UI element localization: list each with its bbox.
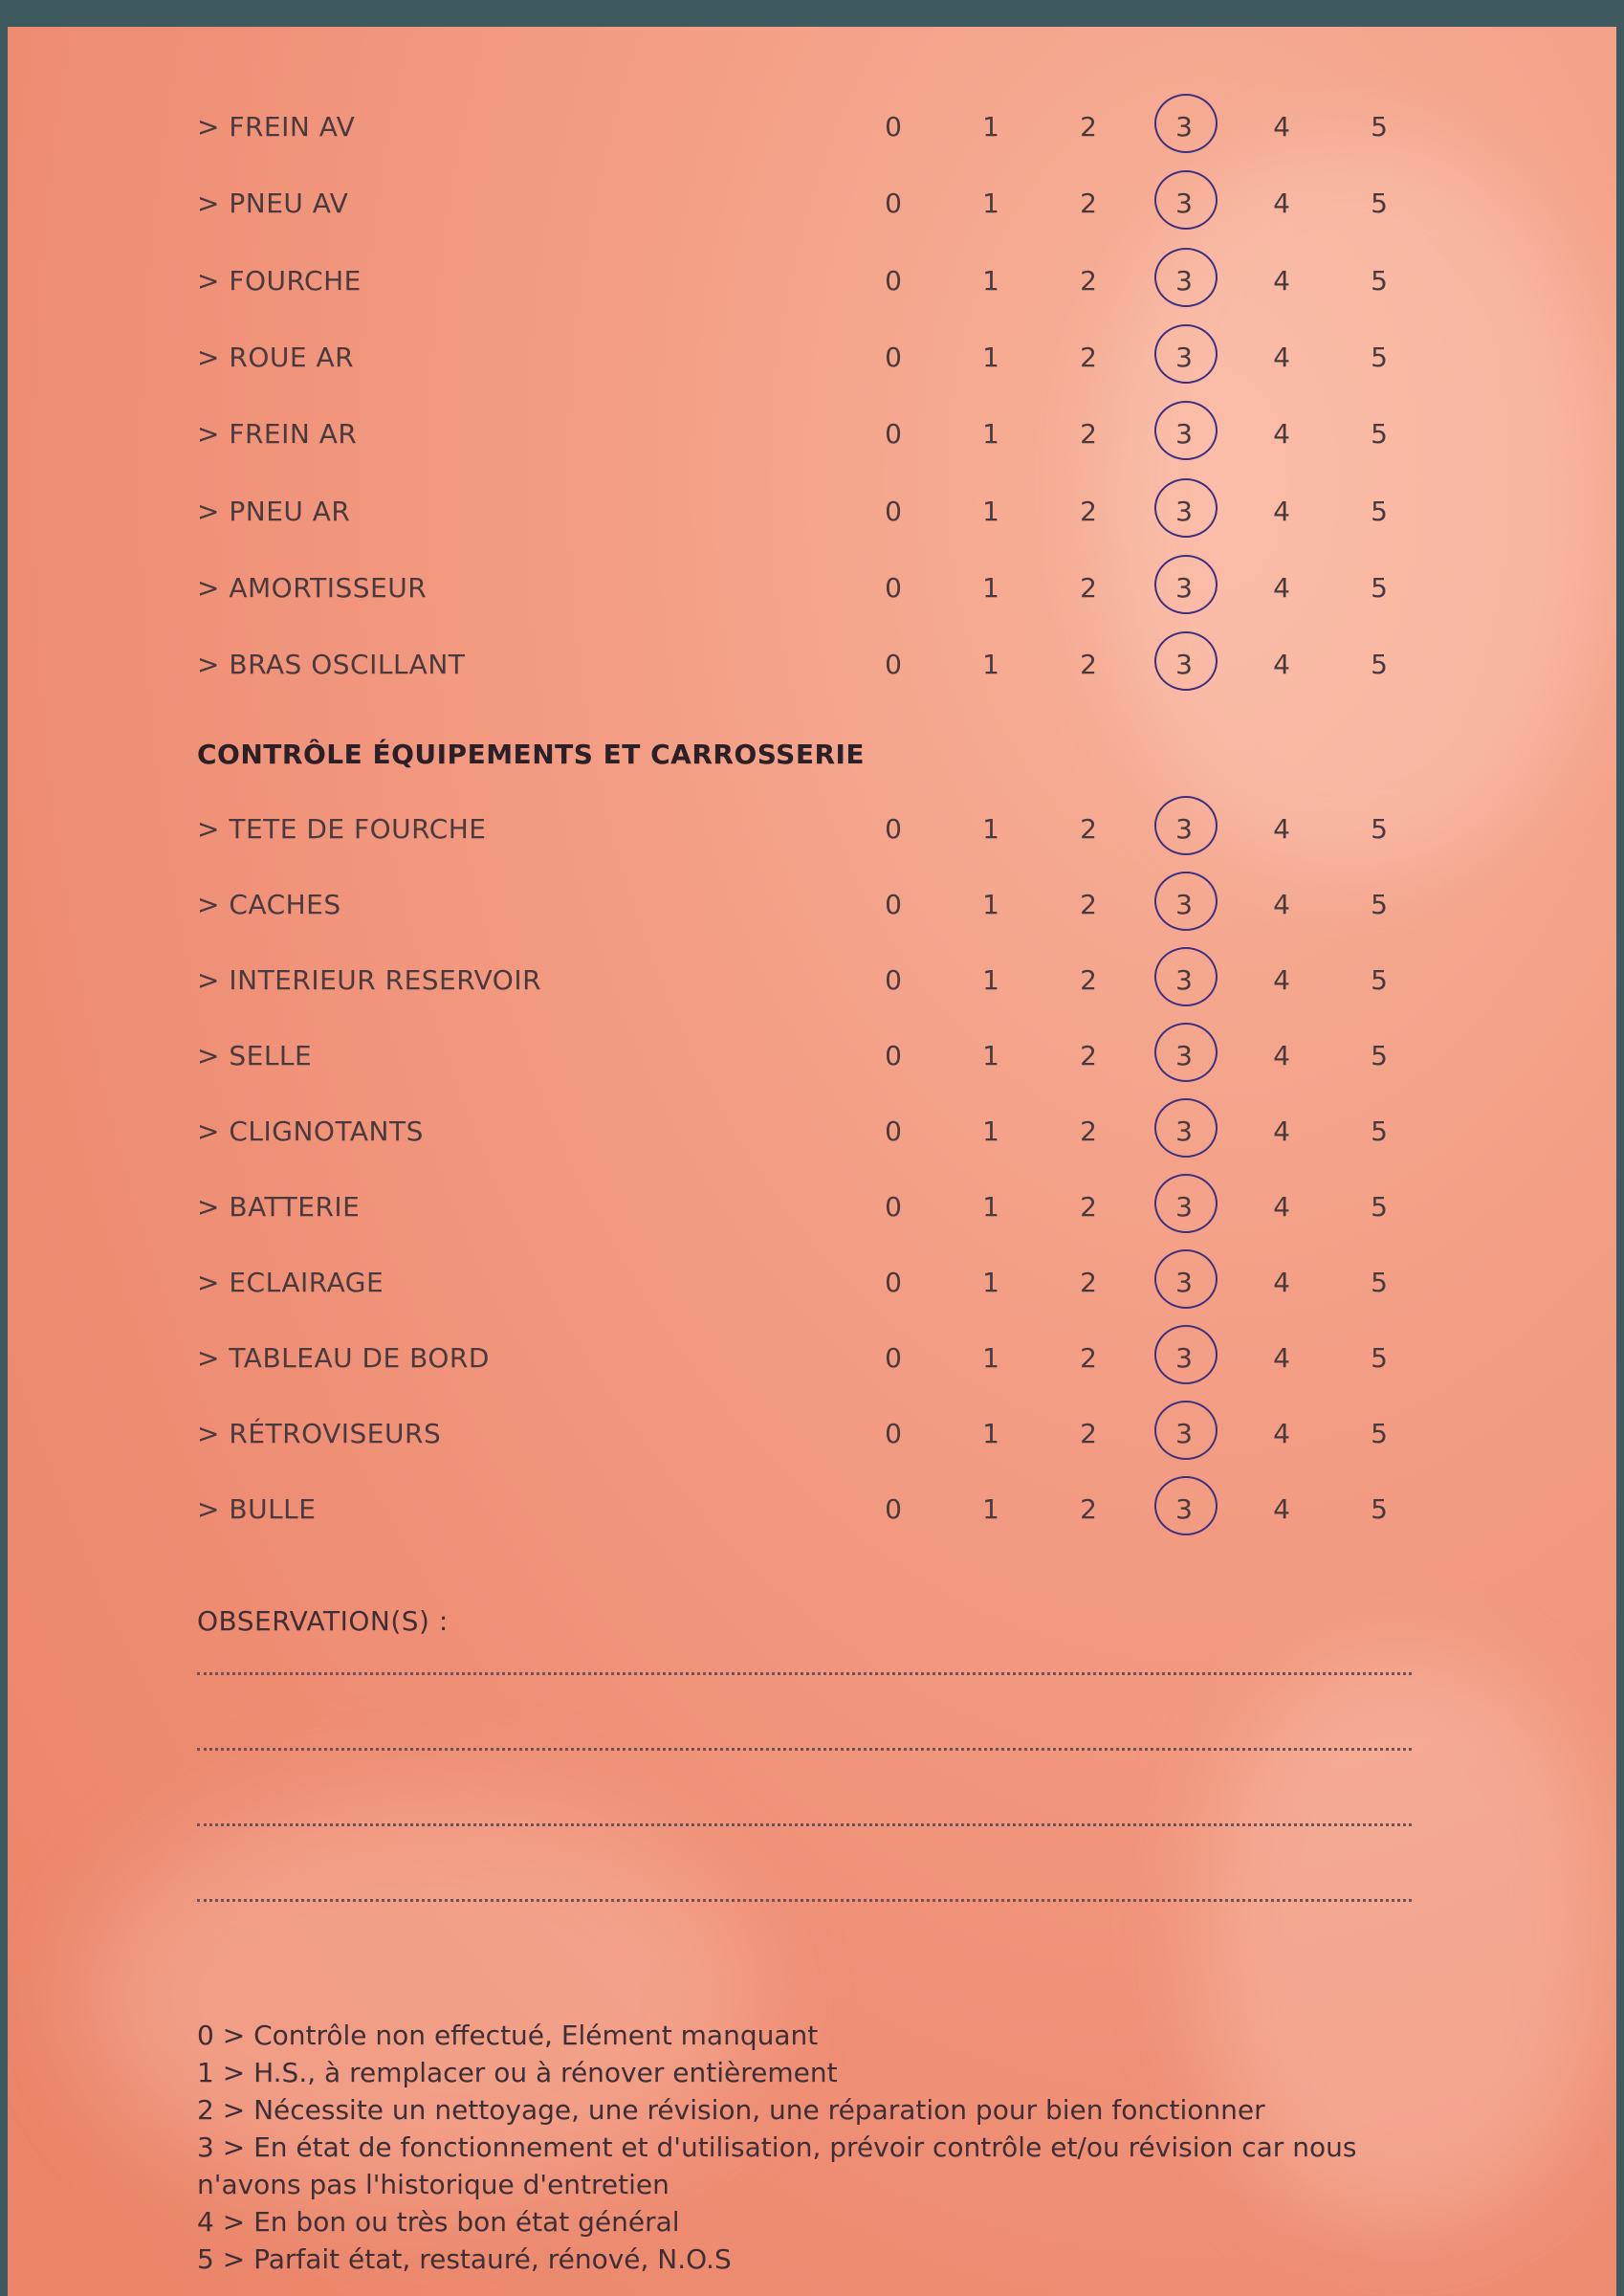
- rating-option-1[interactable]: 1: [982, 1115, 999, 1147]
- rating-option-2[interactable]: 2: [1080, 418, 1097, 451]
- checklist-row: [8, 111, 1616, 149]
- checklist-item-label: > AMORTISSEUR: [197, 571, 428, 604]
- rating-option-1[interactable]: 1: [982, 964, 999, 996]
- rating-option-1[interactable]: 1: [982, 1418, 999, 1449]
- checklist-row: [8, 1191, 1616, 1229]
- checklist-item-label: > PNEU AV: [197, 188, 349, 220]
- rating-option-2[interactable]: 2: [1080, 495, 1097, 527]
- observation-line[interactable]: [197, 1899, 1412, 1902]
- rating-option-5[interactable]: 5: [1371, 1342, 1388, 1374]
- rating-option-3[interactable]: 3: [1175, 495, 1193, 527]
- checklist-row: [8, 188, 1616, 226]
- handwritten-circle-mark: [1154, 1325, 1218, 1384]
- checklist-item-label: > BATTERIE: [197, 1191, 361, 1223]
- rating-option-5[interactable]: 5: [1371, 188, 1388, 220]
- rating-option-4[interactable]: 4: [1273, 495, 1290, 527]
- handwritten-circle-mark: [1154, 1249, 1218, 1309]
- rating-option-0[interactable]: 0: [885, 188, 902, 220]
- rating-option-3[interactable]: 3: [1175, 1191, 1193, 1223]
- checklist-item-label: > CLIGNOTANTS: [197, 1115, 424, 1147]
- rating-option-4[interactable]: 4: [1273, 889, 1290, 920]
- rating-option-5[interactable]: 5: [1371, 1040, 1388, 1071]
- checklist-item-label: > FREIN AV: [197, 111, 356, 143]
- handwritten-circle-mark: [1154, 631, 1218, 691]
- rating-option-0[interactable]: 0: [885, 649, 902, 681]
- handwritten-circle-mark: [1154, 555, 1218, 614]
- checklist-item-label: > ROUE AR: [197, 341, 355, 373]
- checklist-item-label: > FREIN AR: [197, 418, 358, 451]
- rating-option-4[interactable]: 4: [1273, 1191, 1290, 1223]
- legend-line: 3 > En état de fonctionnement et d'utilisation, prévoir contrôle et/ou révision car nous: [197, 2131, 1357, 2163]
- rating-option-3[interactable]: 3: [1175, 1040, 1193, 1071]
- rating-option-1[interactable]: 1: [982, 1493, 999, 1525]
- checklist-row: [8, 1267, 1616, 1305]
- rating-option-2[interactable]: 2: [1080, 1115, 1097, 1147]
- rating-option-5[interactable]: 5: [1371, 964, 1388, 996]
- handwritten-circle-mark: [1154, 796, 1218, 855]
- rating-option-1[interactable]: 1: [982, 418, 999, 451]
- rating-option-0[interactable]: 0: [885, 813, 902, 845]
- rating-option-0[interactable]: 0: [885, 1493, 902, 1525]
- rating-option-2[interactable]: 2: [1080, 889, 1097, 920]
- rating-option-2[interactable]: 2: [1080, 188, 1097, 220]
- rating-option-5[interactable]: 5: [1371, 418, 1388, 451]
- rating-option-4[interactable]: 4: [1273, 649, 1290, 681]
- section-title-equipements: CONTRÔLE ÉQUIPEMENTS ET CARROSSERIE: [197, 739, 866, 770]
- handwritten-circle-mark: [1154, 478, 1218, 538]
- legend-line: n'avons pas l'historique d'entretien: [197, 2169, 669, 2200]
- rating-option-1[interactable]: 1: [982, 813, 999, 845]
- checklist-item-label: > CACHES: [197, 889, 341, 920]
- rating-option-4[interactable]: 4: [1273, 571, 1290, 604]
- rating-option-2[interactable]: 2: [1080, 649, 1097, 681]
- rating-option-1[interactable]: 1: [982, 111, 999, 143]
- rating-option-4[interactable]: 4: [1273, 188, 1290, 220]
- rating-option-5[interactable]: 5: [1371, 495, 1388, 527]
- rating-option-0[interactable]: 0: [885, 111, 902, 143]
- handwritten-circle-mark: [1154, 1023, 1218, 1082]
- checklist-item-label: > TABLEAU DE BORD: [197, 1342, 490, 1374]
- rating-option-0[interactable]: 0: [885, 964, 902, 996]
- checklist-item-label: > FOURCHE: [197, 264, 362, 297]
- rating-option-4[interactable]: 4: [1273, 1493, 1290, 1525]
- rating-option-0[interactable]: 0: [885, 1040, 902, 1071]
- observation-line[interactable]: [197, 1672, 1412, 1675]
- checklist-item-label: > PNEU AR: [197, 495, 351, 527]
- rating-option-2[interactable]: 2: [1080, 1493, 1097, 1525]
- rating-option-1[interactable]: 1: [982, 1342, 999, 1374]
- rating-option-0[interactable]: 0: [885, 495, 902, 527]
- rating-option-1[interactable]: 1: [982, 495, 999, 527]
- handwritten-circle-mark: [1154, 94, 1218, 153]
- rating-option-4[interactable]: 4: [1273, 341, 1290, 373]
- checklist-row: [8, 265, 1616, 303]
- rating-option-1[interactable]: 1: [982, 571, 999, 604]
- rating-option-0[interactable]: 0: [885, 1115, 902, 1147]
- rating-option-4[interactable]: 4: [1273, 418, 1290, 451]
- rating-option-5[interactable]: 5: [1371, 1267, 1388, 1298]
- handwritten-circle-mark: [1154, 401, 1218, 460]
- rating-option-5[interactable]: 5: [1371, 571, 1388, 604]
- checklist-row: [8, 1418, 1616, 1456]
- rating-option-2[interactable]: 2: [1080, 264, 1097, 297]
- rating-option-2[interactable]: 2: [1080, 571, 1097, 604]
- rating-option-0[interactable]: 0: [885, 571, 902, 604]
- handwritten-circle-mark: [1154, 324, 1218, 384]
- rating-option-2[interactable]: 2: [1080, 1267, 1097, 1298]
- rating-option-5[interactable]: 5: [1371, 1115, 1388, 1147]
- rating-option-4[interactable]: 4: [1273, 964, 1290, 996]
- checklist-row: [8, 572, 1616, 610]
- handwritten-circle-mark: [1154, 170, 1218, 230]
- checklist-item-label: > BRAS OSCILLANT: [197, 649, 466, 681]
- rating-option-5[interactable]: 5: [1371, 813, 1388, 845]
- checklist-item-label: > SELLE: [197, 1040, 313, 1071]
- legend-line: 0 > Contrôle non effectué, Elément manquant: [197, 2020, 819, 2051]
- rating-option-4[interactable]: 4: [1273, 1267, 1290, 1298]
- rating-option-3[interactable]: 3: [1175, 889, 1193, 920]
- checklist-item-label: > INTERIEUR RESERVOIR: [197, 964, 542, 996]
- rating-option-1[interactable]: 1: [982, 188, 999, 220]
- rating-option-3[interactable]: 3: [1175, 813, 1193, 845]
- rating-option-4[interactable]: 4: [1273, 813, 1290, 845]
- rating-option-2[interactable]: 2: [1080, 1040, 1097, 1071]
- rating-option-1[interactable]: 1: [982, 264, 999, 297]
- handwritten-circle-mark: [1154, 1174, 1218, 1233]
- rating-option-0[interactable]: 0: [885, 1342, 902, 1374]
- rating-option-5[interactable]: 5: [1371, 111, 1388, 143]
- rating-option-2[interactable]: 2: [1080, 1342, 1097, 1374]
- rating-option-5[interactable]: 5: [1371, 649, 1388, 681]
- checklist-row: [8, 964, 1616, 1003]
- rating-option-1[interactable]: 1: [982, 889, 999, 920]
- rating-option-0[interactable]: 0: [885, 418, 902, 451]
- rating-option-1[interactable]: 1: [982, 1191, 999, 1223]
- checklist-row: [8, 1115, 1616, 1154]
- handwritten-circle-mark: [1154, 872, 1218, 931]
- observation-line[interactable]: [197, 1823, 1412, 1826]
- rating-option-2[interactable]: 2: [1080, 1191, 1097, 1223]
- checklist-row: [8, 342, 1616, 380]
- legend-line: 5 > Parfait état, restauré, rénové, N.O.S: [197, 2243, 732, 2275]
- checklist-item-label: > TETE DE FOURCHE: [197, 813, 487, 845]
- rating-option-0[interactable]: 0: [885, 1191, 902, 1223]
- rating-option-3[interactable]: 3: [1175, 188, 1193, 220]
- rating-option-5[interactable]: 5: [1371, 1191, 1388, 1223]
- rating-option-3[interactable]: 3: [1175, 964, 1193, 996]
- handwritten-circle-mark: [1154, 1098, 1218, 1158]
- rating-option-3[interactable]: 3: [1175, 1342, 1193, 1374]
- rating-option-0[interactable]: 0: [885, 264, 902, 297]
- checklist-row: [8, 813, 1616, 851]
- form-sheet: [8, 27, 1616, 2296]
- rating-option-3[interactable]: 3: [1175, 1418, 1193, 1449]
- legend-line: 2 > Nécessite un nettoyage, une révision, une réparation pour bien fonctionner: [197, 2094, 1265, 2126]
- rating-option-2[interactable]: 2: [1080, 341, 1097, 373]
- rating-option-3[interactable]: 3: [1175, 571, 1193, 604]
- rating-option-3[interactable]: 3: [1175, 418, 1193, 451]
- rating-option-2[interactable]: 2: [1080, 813, 1097, 845]
- rating-option-0[interactable]: 0: [885, 1418, 902, 1449]
- rating-option-1[interactable]: 1: [982, 1040, 999, 1071]
- rating-option-0[interactable]: 0: [885, 1267, 902, 1298]
- handwritten-circle-mark: [1154, 1476, 1218, 1535]
- checklist-row: [8, 889, 1616, 927]
- checklist-row: [8, 1040, 1616, 1078]
- rating-option-5[interactable]: 5: [1371, 1493, 1388, 1525]
- rating-option-3[interactable]: 3: [1175, 111, 1193, 143]
- rating-option-5[interactable]: 5: [1371, 264, 1388, 297]
- rating-option-3[interactable]: 3: [1175, 1115, 1193, 1147]
- rating-legend: [197, 2017, 1431, 2278]
- observations-label: OBSERVATION(S) :: [197, 1605, 449, 1637]
- rating-option-5[interactable]: 5: [1371, 889, 1388, 920]
- rating-option-1[interactable]: 1: [982, 649, 999, 681]
- rating-option-3[interactable]: 3: [1175, 649, 1193, 681]
- handwritten-circle-mark: [1154, 947, 1218, 1006]
- rating-option-2[interactable]: 2: [1080, 111, 1097, 143]
- observation-line[interactable]: [197, 1748, 1412, 1751]
- rating-option-3[interactable]: 3: [1175, 341, 1193, 373]
- checklist-row: [8, 649, 1616, 687]
- legend-line: 4 > En bon ou très bon état général: [197, 2206, 680, 2238]
- rating-option-1[interactable]: 1: [982, 1267, 999, 1298]
- rating-option-4[interactable]: 4: [1273, 1342, 1290, 1374]
- rating-option-4[interactable]: 4: [1273, 111, 1290, 143]
- handwritten-circle-mark: [1154, 248, 1218, 307]
- checklist-row: [8, 1493, 1616, 1532]
- rating-option-5[interactable]: 5: [1371, 1418, 1388, 1449]
- legend-line: 1 > H.S., à remplacer ou à rénover entièrement: [197, 2057, 838, 2088]
- rating-option-1[interactable]: 1: [982, 341, 999, 373]
- rating-option-4[interactable]: 4: [1273, 1115, 1290, 1147]
- checklist-row: [8, 1342, 1616, 1380]
- rating-option-4[interactable]: 4: [1273, 1418, 1290, 1449]
- rating-option-2[interactable]: 2: [1080, 964, 1097, 996]
- checklist-row: [8, 496, 1616, 534]
- rating-option-3[interactable]: 3: [1175, 264, 1193, 297]
- rating-option-3[interactable]: 3: [1175, 1267, 1193, 1298]
- rating-option-0[interactable]: 0: [885, 889, 902, 920]
- checklist-row: [8, 418, 1616, 456]
- rating-option-2[interactable]: 2: [1080, 1418, 1097, 1449]
- checklist-item-label: > RÉTROVISEURS: [197, 1418, 442, 1449]
- rating-option-3[interactable]: 3: [1175, 1493, 1193, 1525]
- rating-option-4[interactable]: 4: [1273, 1040, 1290, 1071]
- rating-option-4[interactable]: 4: [1273, 264, 1290, 297]
- checklist-item-label: > ECLAIRAGE: [197, 1267, 384, 1298]
- rating-option-0[interactable]: 0: [885, 341, 902, 373]
- checklist-item-label: > BULLE: [197, 1493, 317, 1525]
- rating-option-5[interactable]: 5: [1371, 341, 1388, 373]
- handwritten-circle-mark: [1154, 1401, 1218, 1460]
